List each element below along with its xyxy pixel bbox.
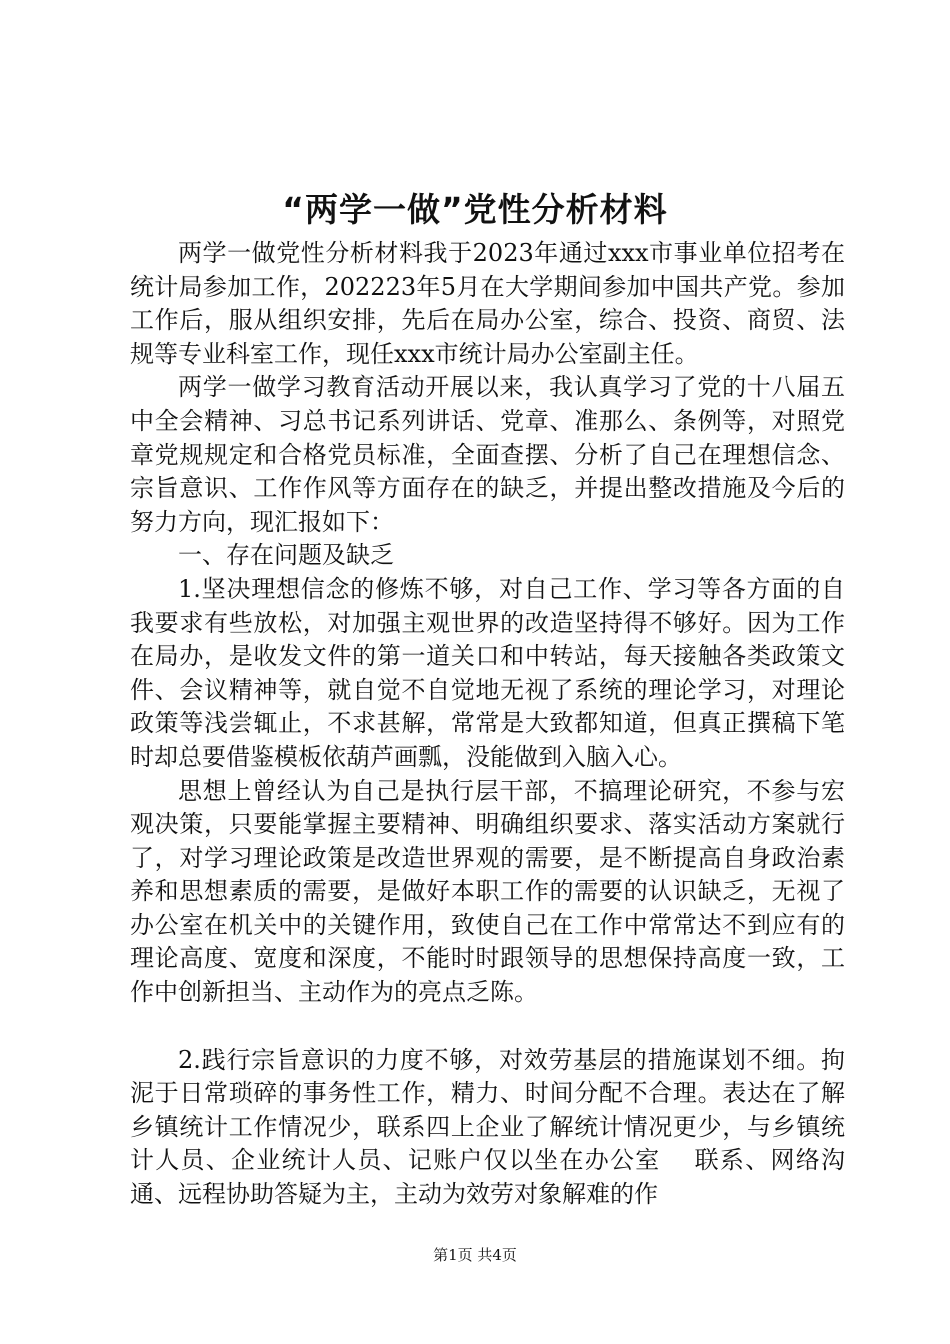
paragraph-study-overview: 两学一做学习教育活动开展以来，我认真学习了党的十八届五中全会精神、习总书记系列讲话、党章、准那么、条例等，对照党章党规规定和合格党员标准，全面查摆、分析了自己在理想信念、宗旨意识、工作作风等方面存在的缺乏，并提出整改措施及今后的努力方向，现汇报如下： — [130, 373, 845, 536]
section-heading-problems: 一、存在问题及缺乏 — [178, 541, 394, 570]
paragraph-intro: 两学一做党性分析材料我于2023年通过xxx市事业单位招考在统计局参加工作，202223年5月在大学期间参加中国共产党。参加工作后，服从组织安排，先后在局办公室，综合、投资、商贸、法规等专业科室工作，现任xxx市统计局办公室副主任。 — [130, 239, 845, 368]
paragraph-problem-1-thoughts: 思想上曾经认为自己是执行层干部，不搞理论研究，不参与宏观决策，只要能掌握主要精神、明确组织要求、落实活动方案就行了，对学习理论政策是改造世界观的需要，是不断提高自身政治素养和思想素质的需要，是做好本职工作的需要的认识缺乏，无视了办公室在机关中的关键作用，致使自己在工作中常常达不到应有的理论高度、宽度和深度，不能时时跟领导的思想保持高度一致，工作中创新担当、主动作为的亮点乏陈。 — [130, 776, 845, 1007]
document-body — [130, 237, 845, 1212]
page-footer: 第1页 共4页 — [433, 1246, 517, 1264]
paragraph-problem-1: 1.坚决理想信念的修炼不够，对自己工作、学习等各方面的自我要求有些放松，对加强主观世界的改造坚持得不够好。因为工作在局办，是收发文件的第一道关口和中转站，每天接触各类政策文件、会议精神等，就自觉不自觉地无视了系统的理论学习，对理论政策等浅尝辄止，不求甚解，常常是大致都知道，但真正撰稿下笔时却总要借鉴模板依葫芦画瓢，没能做到入脑入心。 — [130, 574, 845, 771]
document-title: “两学一做”党性分析材料 — [282, 190, 668, 229]
paragraph-problem-2: 2.践行宗旨意识的力度不够，对效劳基层的措施谋划不细。拘泥于日常琐碎的事务性工作，精力、时间分配不合理。表达在了解乡镇统计工作情况少，联系四上企业了解统计情况更少，与乡镇统计人员、企业统计人员、记账户仅以坐在办公室 联系、网络沟通、远程协助答疑为主，主动为效劳对象解难的作 — [130, 1045, 845, 1209]
